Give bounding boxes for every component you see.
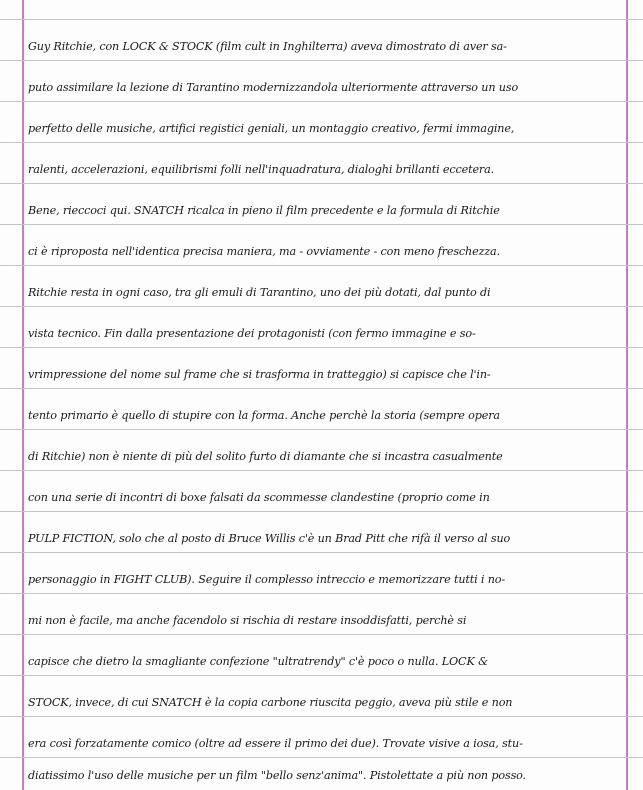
rule-line <box>0 265 643 266</box>
rule-line <box>0 388 643 389</box>
text-line: Bene, rieccoci qui. SNATCH ricalca in pieno il film precedente e la formula di Ritchie <box>28 204 500 217</box>
rule-line <box>0 757 643 758</box>
text-line: capisce che dietro la smagliante confezione "ultratrendy" c'è poco o nulla. LOCK & <box>28 655 488 668</box>
rule-line <box>0 716 643 717</box>
text-line: puto assimilare la lezione di Tarantino modernizzandola ulteriormente attraverso un uso <box>28 81 519 94</box>
text-line: Ritchie resta in ogni caso, tra gli emuli di Tarantino, uno dei più dotati, dal punto di <box>28 286 491 299</box>
rule-line <box>0 429 643 430</box>
text-line: Guy Ritchie, con LOCK & STOCK (film cult in Inghilterra) aveva dimostrato di aver sa- <box>28 40 507 53</box>
rule-line <box>0 675 643 676</box>
text-line: STOCK, invece, di cui SNATCH è la copia carbone riuscita peggio, aveva più stile e non <box>28 696 513 709</box>
text-line: ci è riproposta nell'identica precisa maniera, ma - ovviamente - con meno freschezza. <box>28 245 500 258</box>
text-line: PULP FICTION, solo che al posto di Bruce Willis c'è un Brad Pitt che rifà il verso al suo <box>28 532 511 545</box>
text-line: personaggio in FIGHT CLUB). Seguire il complesso intreccio e memorizzare tutti i no- <box>28 573 506 586</box>
rule-line <box>0 60 643 61</box>
rule-line <box>0 19 643 20</box>
text-line: tento primario è quello di stupire con la forma. Anche perchè la storia (sempre opera <box>28 409 500 422</box>
rule-line <box>0 552 643 553</box>
left-margin-line <box>22 0 24 790</box>
text-line: ralenti, accelerazioni, equilibrismi folli nell'inquadratura, dialoghi brillanti eccetera. <box>28 163 495 176</box>
rule-line <box>0 511 643 512</box>
rule-line <box>0 347 643 348</box>
rule-line <box>0 306 643 307</box>
text-line: perfetto delle musiche, artifici registici geniali, un montaggio creativo, fermi immagine, <box>28 122 515 135</box>
rule-line <box>0 470 643 471</box>
text-line: vista tecnico. Fin dalla presentazione dei protagonisti (con fermo immagine e so- <box>28 327 476 340</box>
text-line: di Ritchie) non è niente di più del solito furto di diamante che si incastra casualmente <box>28 450 503 463</box>
rule-line <box>0 224 643 225</box>
text-line: era così forzatamente comico (oltre ad essere il primo dei due). Trovate visive a iosa, stu- <box>28 737 523 750</box>
rule-line <box>0 142 643 143</box>
text-line: vrimpressione del nome sul frame che si trasforma in tratteggio) si capisce che l'in- <box>28 368 491 381</box>
right-margin-line <box>626 0 628 790</box>
rule-line <box>0 634 643 635</box>
text-line: mi non è facile, ma anche facendolo si rischia di restare insoddisfatti, perchè si <box>28 614 467 627</box>
rule-line <box>0 101 643 102</box>
rule-line <box>0 593 643 594</box>
rule-line <box>0 183 643 184</box>
text-line: con una serie di incontri di boxe falsati da scommesse clandestine (proprio come in <box>28 491 490 504</box>
text-line: diatissimo l'uso delle musiche per un film "bello senz'anima". Pistolettate a più non posso. <box>28 769 526 782</box>
